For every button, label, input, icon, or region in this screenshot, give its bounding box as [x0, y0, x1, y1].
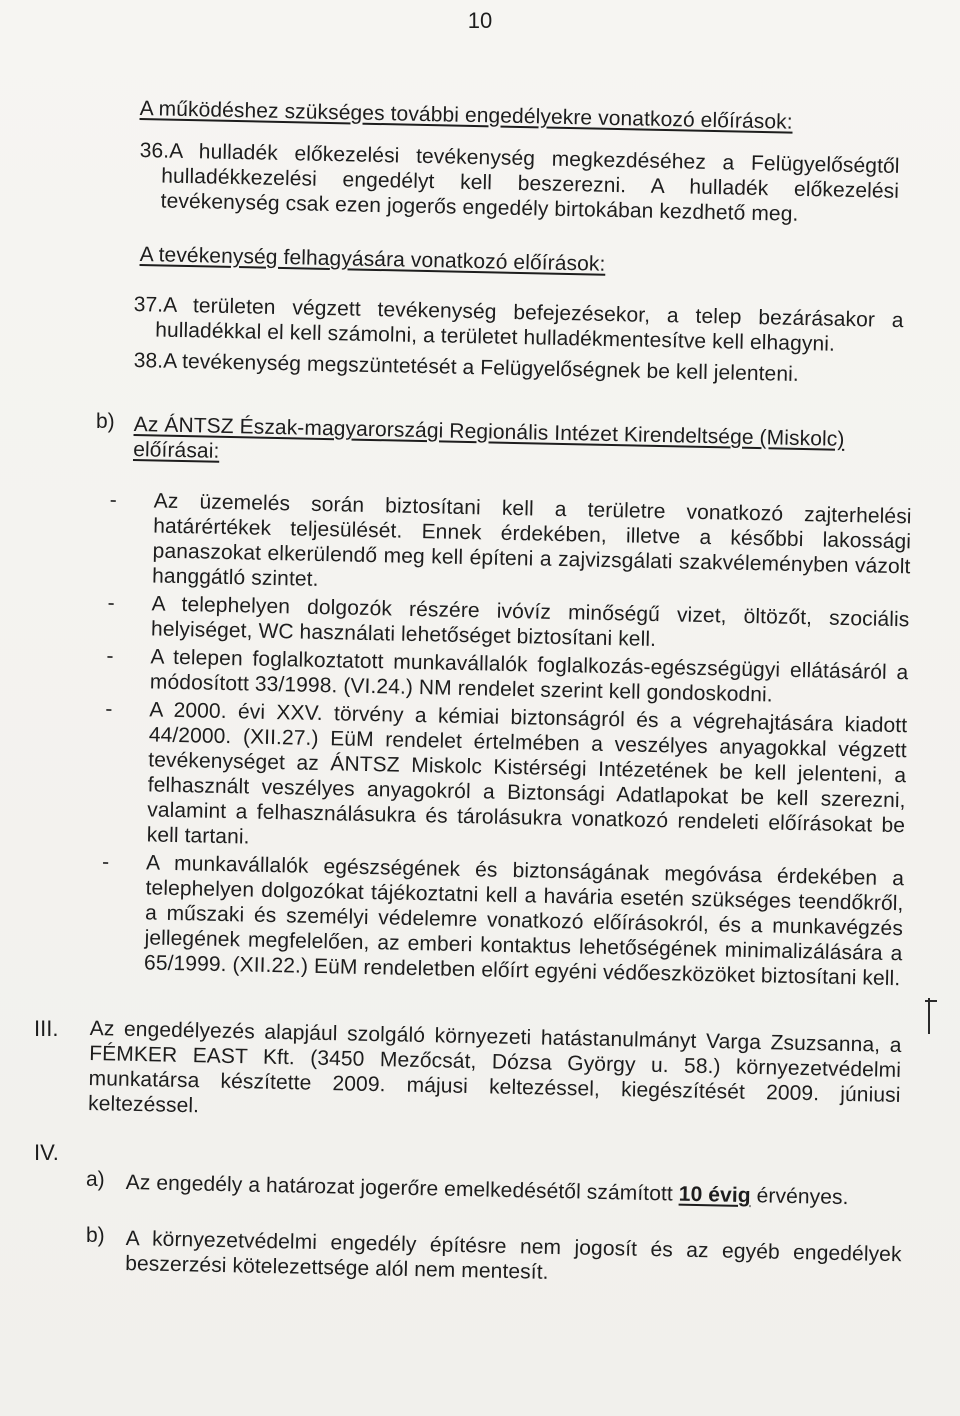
label-b2: b)	[86, 1224, 105, 1247]
item-37-text: 37.A területen végzett tevékenység befejezésekor, a telep bezárásakor a hulladékkal el kell számolni, a területet hulladékmentesítve kell elhagyni.	[133, 292, 904, 356]
scan-artifact	[928, 998, 930, 1034]
item-36	[138, 138, 899, 229]
bullet-marker: -	[106, 644, 114, 668]
label-b: b)	[96, 410, 115, 433]
section-iii-text	[88, 1016, 902, 1133]
scan-artifact	[925, 1000, 937, 1002]
bullet-text: Az üzemelés során biztosítani kell a területre vonatkozó zajterhelési határértékek teljesülését. Ennek érdekében, illetve a későbbi lakossági panaszokat elkerülendő meg kell építeni a zajvizsgálati szakvéleményben vázolt hanggátló szintet.	[151, 489, 912, 591]
roman-numeral-iv: IV.	[34, 1140, 59, 1165]
bullet-text: A telephelyen dolgozók részére ivóvíz minőségű vizet, öltözőt, szociális helyiséget, WC használati lehetőséget biztosítani kell.	[150, 592, 910, 652]
antsz-bullet-list	[101, 488, 912, 991]
label-a: a)	[86, 1168, 105, 1191]
bullet-item	[105, 697, 908, 863]
bullet-item	[101, 850, 905, 991]
bullet-text: A 2000. évi XXV. törvény a kémiai biztonságról és a végrehajtására kiadott 44/2000. (XII.27.) EüM rendelet értelmében a veszélyes anyagokkal végzett tevékenységet az ÁNTSZ Miskolc Kistérségi Intézetének be kell jelenteni, a felhasznált veszélyes anyagokról a Biztonsági Adatlapokat be kell szerezni, valamint a felhasználásukra és tárolásukra vonatkozó rendeleti előírásokat be kell tartani.	[146, 698, 908, 849]
roman-numeral-iii: III.	[34, 1016, 59, 1041]
bullet-marker: -	[109, 488, 118, 512]
antsz-heading-text: Az ÁNTSZ Észak-magyarországi Regionális Intézet Kirendeltsége (Miskolc) előírásai:	[132, 412, 845, 463]
page-number: 10	[467, 8, 493, 33]
bullet-marker: -	[107, 591, 115, 615]
bullet-text: A telepen foglalkoztatott munkavállalók foglalkozás-egészségügyi ellátásáról a módosított 33/1998. (VI.24.) NM rendelet szerint kell gondoskodni.	[149, 645, 909, 707]
heading-text: A tevékenység felhagyására vonatkozó előírások:	[139, 242, 606, 276]
validity-pre: Az engedély a határozat jogerőre emelkedésétől számított	[125, 1170, 674, 1206]
item-37	[133, 292, 904, 358]
section-heading-closure	[139, 242, 739, 280]
permit-scope-text: A környezetvédelmi engedély építésre nem jogosít és az egyéb engedélyek beszerzési kötelezettsége alól nem mentesít.	[124, 1226, 902, 1284]
section-heading-permits	[139, 96, 819, 135]
bullet-marker: -	[105, 697, 113, 721]
antsz-heading	[133, 412, 914, 478]
bullet-text: A munkavállalók egészségének és biztonságának megóvása érdekében a telephelyen dolgozókat tájékoztatni kell a havária esetén szükséges teendőkről, a műszaki és személyi védelemre vonatkozó előírásokról, és a munkavégzés jellegének megfelelően, az emberi kontaktus lehetőségének minimalizálására a 65/1999. (XII.22.) EüM rendeletben előírt egyéni védőeszközöket biztosítani kell.	[143, 851, 905, 991]
validity-post: érvényes.	[756, 1184, 849, 1210]
bullet-marker: -	[101, 850, 110, 874]
section-iv-a	[125, 1170, 885, 1211]
section-iv-b	[125, 1226, 902, 1292]
bullet-item	[109, 488, 912, 604]
item-36-text: 36.A hulladék előkezelési tevékenység megkezdéséhez a Felügyelőségtől hulladékkezelési engedélyt kell beszerezni. A hulladék előkezelési tevékenység csak ezen jogerős engedély birtokában kezdhető meg.	[139, 138, 900, 226]
item-38-text: 38.A tevékenység megszüntetését a Felügyelőségnek be kell jelenteni.	[133, 348, 800, 386]
validity-period: 10 évig	[678, 1182, 751, 1208]
section-iii-paragraph: Az engedélyezés alapjául szolgáló környezeti hatástanulmányt Varga Zsuzsanna, a FÉMKER EAST Kft. (3450 Mezőcsát, Dózsa György u. 58.) környezetvédelmi munkatársa készítette 2009. májusi keltezéssel, kiegészítését 2009. júniusi keltezéssel.	[87, 1016, 902, 1118]
heading-text: A működéshez szükséges további engedélyekre vonatkozó előírások:	[139, 96, 793, 134]
validity-text	[125, 1170, 885, 1211]
